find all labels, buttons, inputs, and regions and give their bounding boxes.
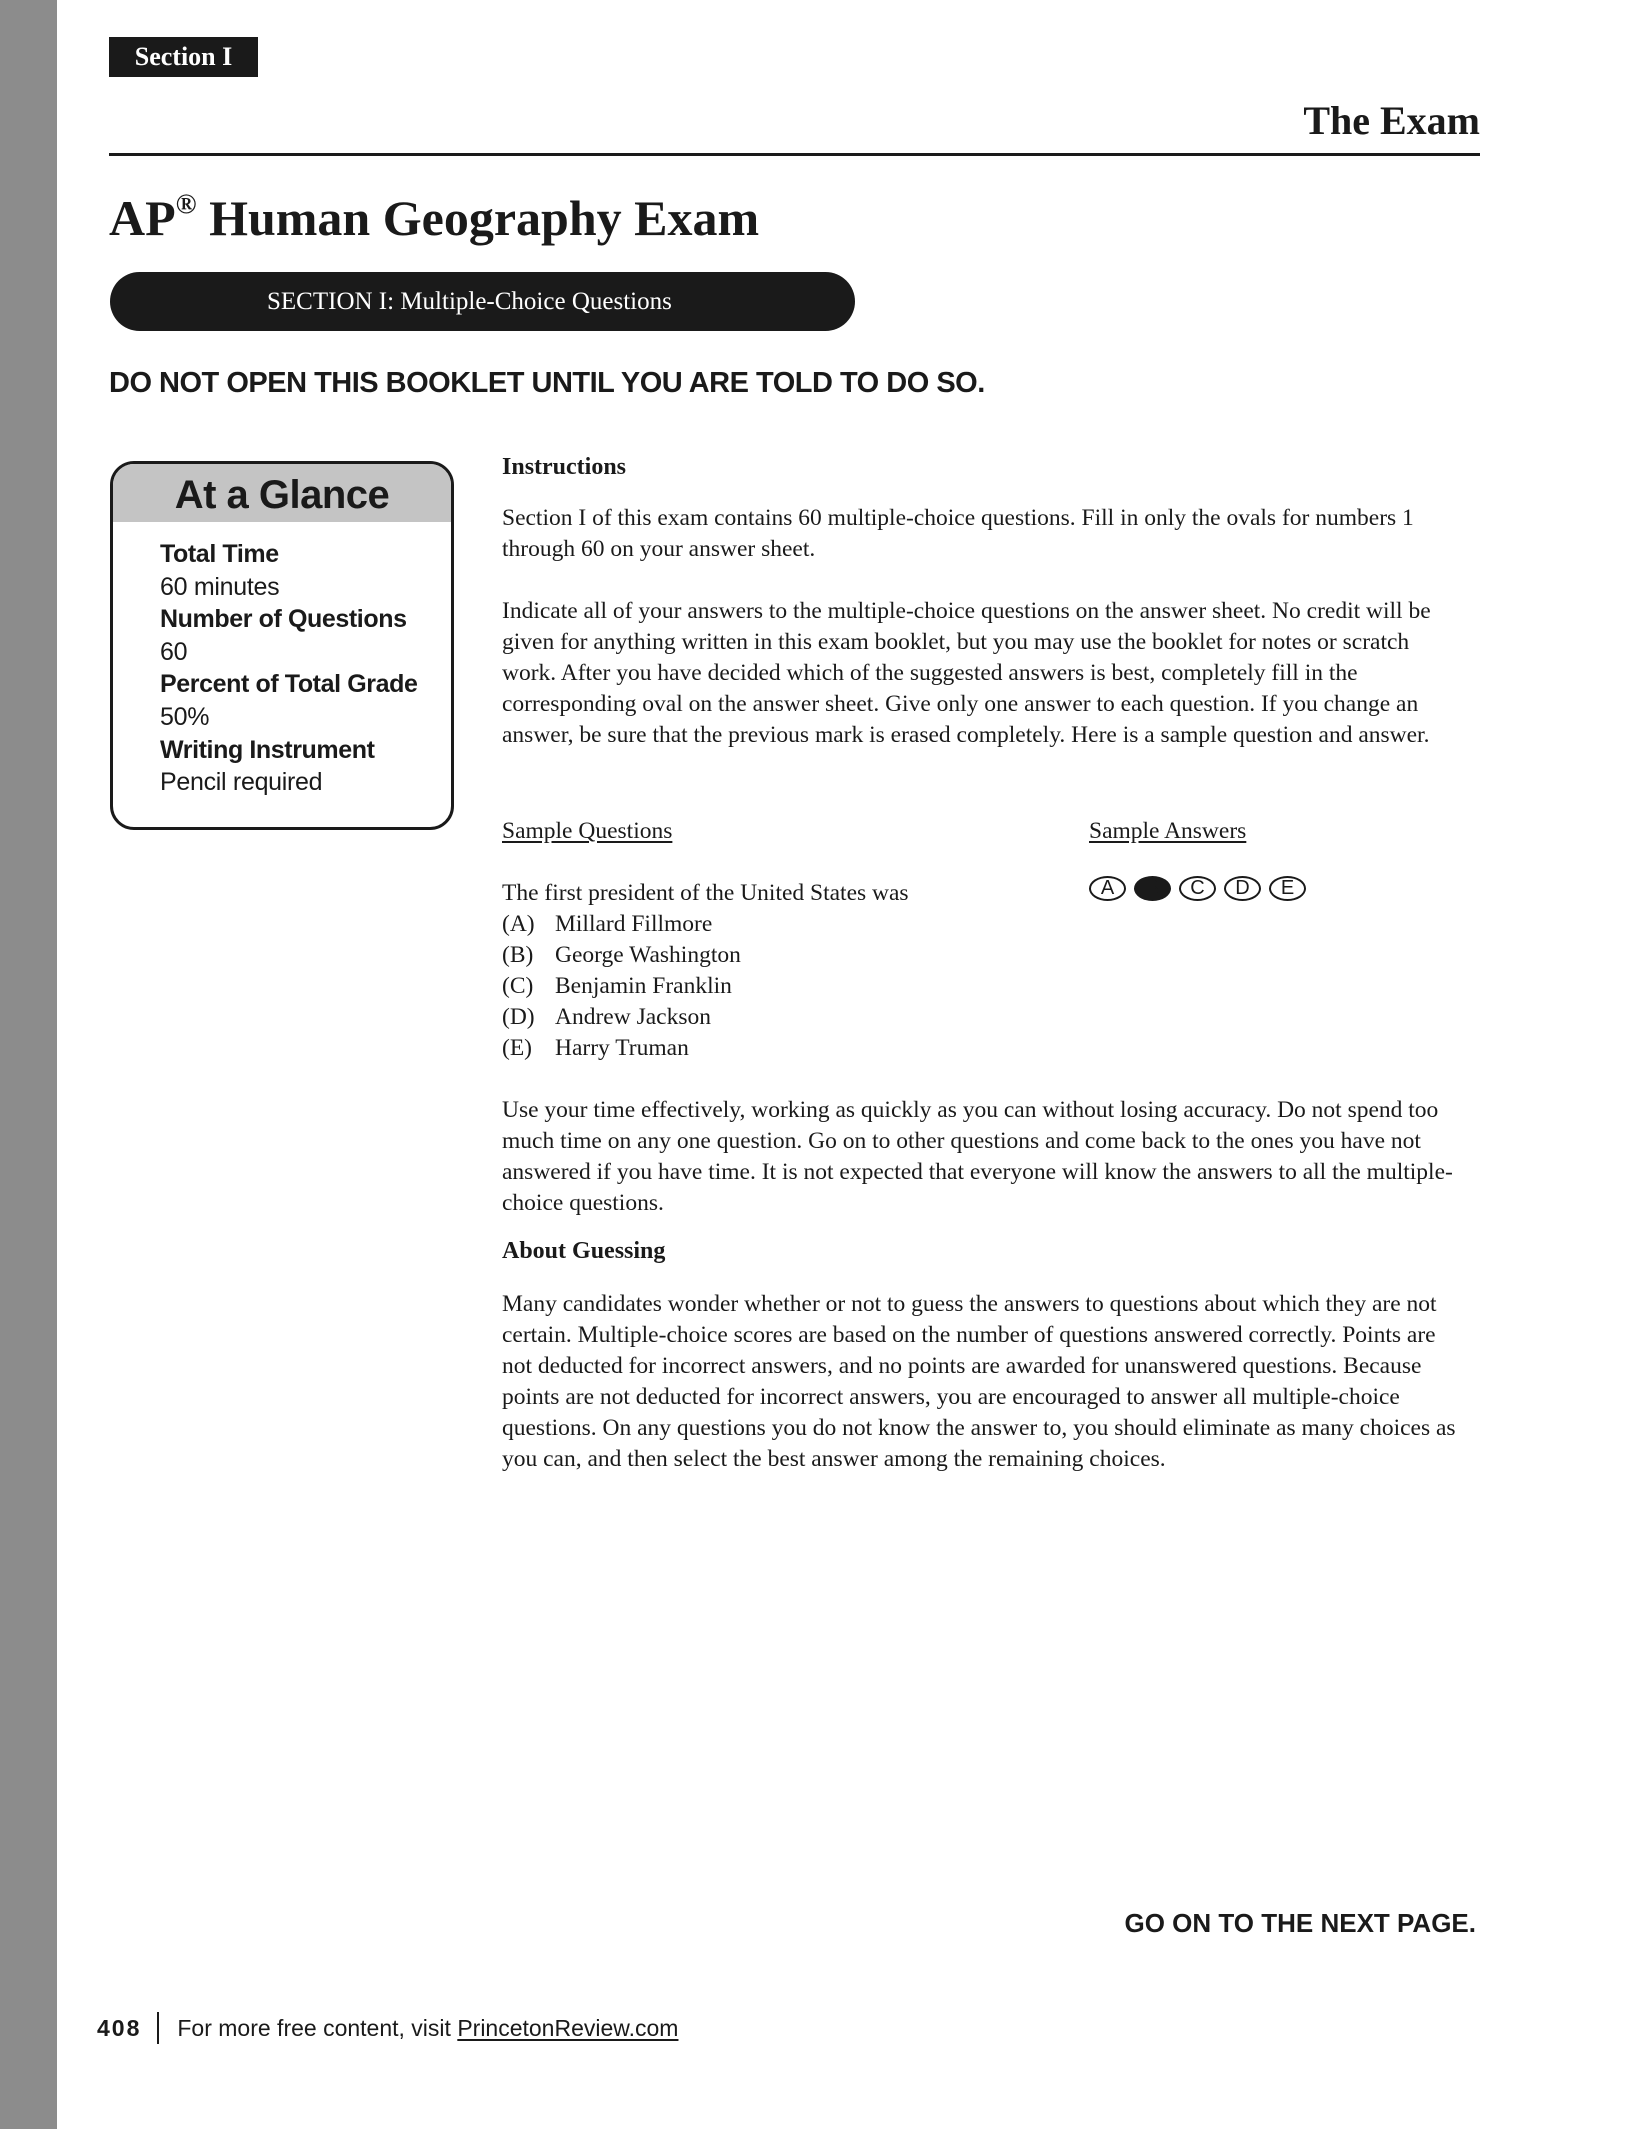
- glance-value: 60 minutes: [160, 572, 280, 601]
- sample-question-stem: The first president of the United States was: [502, 880, 909, 906]
- guessing-heading: About Guessing: [502, 1238, 666, 1264]
- page-number: 408: [97, 2012, 159, 2044]
- instructions-heading: Instructions: [502, 454, 627, 480]
- answer-choice: [502, 940, 909, 971]
- at-a-glance-heading: At a Glance: [113, 464, 451, 522]
- sample-question: [502, 878, 909, 1064]
- answer-oval: C: [1179, 876, 1216, 901]
- glance-value: 60: [160, 637, 188, 666]
- answer-choice: [502, 909, 909, 940]
- instructions-paragraph-1: Section I of this exam contains 60 multiple-choice questions. Fill in only the ovals for numbers 1 through 60 on your answer sheet.: [502, 505, 1414, 562]
- footer-text: For more free content, visit: [177, 2015, 451, 2041]
- sample-header-row: [502, 816, 1462, 847]
- choice-letter: (D): [502, 1004, 535, 1030]
- glance-value: 50%: [160, 702, 210, 731]
- choice-letter: (B): [502, 942, 534, 968]
- answer-choice: [502, 1002, 909, 1033]
- choice-letter: (E): [502, 1035, 533, 1061]
- choice-text: Benjamin Franklin: [555, 973, 732, 999]
- choice-letter: (A): [502, 911, 535, 937]
- sample-questions-label: Sample Questions: [502, 818, 673, 844]
- answer-oval: A: [1089, 876, 1126, 901]
- header-divider: [109, 153, 1480, 156]
- page-footer: [97, 2012, 678, 2044]
- glance-label: Total Time: [160, 540, 279, 568]
- section-label: SECTION I: Multiple-Choice Questions: [110, 272, 855, 331]
- trademark-symbol: ®: [175, 189, 197, 220]
- at-a-glance-list: [113, 522, 451, 799]
- at-a-glance-box: [110, 461, 454, 830]
- glance-label: Number of Questions: [160, 605, 407, 634]
- choice-text: Harry Truman: [555, 1035, 689, 1061]
- next-page-notice: GO ON TO THE NEXT PAGE.: [1124, 1908, 1476, 1938]
- choice-letter: (C): [502, 973, 534, 999]
- instructions-paragraph-2: Indicate all of your answers to the multiple-choice questions on the answer sheet. No credit will be given for anything written in this exam booklet, but you may use the booklet for notes or scratch work. After you have decided which of the suggested answers is best, completely fill in the corresponding oval on the answer sheet. Give only one answer to each question. If you change an answer, be sure that the previous mark is erased completely. Here is a sample question and answer.: [502, 598, 1431, 748]
- glance-label: Writing Instrument: [160, 735, 375, 764]
- choice-text: Millard Fillmore: [555, 911, 713, 937]
- footer-link[interactable]: PrincetonReview.com: [457, 2015, 679, 2041]
- section-tab: Section I: [109, 37, 258, 77]
- choice-text: Andrew Jackson: [555, 1004, 711, 1030]
- running-head: The Exam: [1303, 98, 1480, 143]
- choice-text: George Washington: [555, 942, 741, 968]
- sample-answer-ovals: [1089, 876, 1306, 901]
- warning-text: DO NOT OPEN THIS BOOKLET UNTIL YOU ARE TOLD TO DO SO.: [109, 367, 985, 399]
- page-title: [109, 188, 759, 248]
- answer-oval: B: [1134, 876, 1171, 901]
- answer-choice: [502, 971, 909, 1002]
- page-edge-bar: [0, 0, 57, 2129]
- answer-oval: E: [1269, 876, 1306, 901]
- glance-label: Percent of Total Grade: [160, 670, 418, 699]
- glance-value: Pencil required: [160, 768, 323, 797]
- sample-answers-label: Sample Answers: [1089, 818, 1247, 844]
- instructions-paragraph-3: Use your time effectively, working as quickly as you can without losing accuracy. Do not spend too much time on any one question. Go on to other questions and come back to the ones you have not answered if you have time. It is not expected that everyone will know the answers to all the multiple-choice questions.: [502, 1097, 1453, 1216]
- answer-choice: [502, 1033, 909, 1064]
- guessing-paragraph: Many candidates wonder whether or not to guess the answers to questions about which they are not certain. Multiple-choice scores are based on the number of questions answered correctly. Points are not deducted for incorrect answers, and no points are awarded for unanswered questions. Because points are not deducted for incorrect answers, you are encouraged to answer all multiple-choice questions. On any questions you do not know the answer to, you should eliminate as many choices as you can, and then select the best answer among the remaining choices.: [502, 1291, 1456, 1472]
- title-rest: Human Geography Exam: [196, 190, 760, 246]
- answer-oval: D: [1224, 876, 1261, 901]
- title-main: AP: [109, 190, 176, 246]
